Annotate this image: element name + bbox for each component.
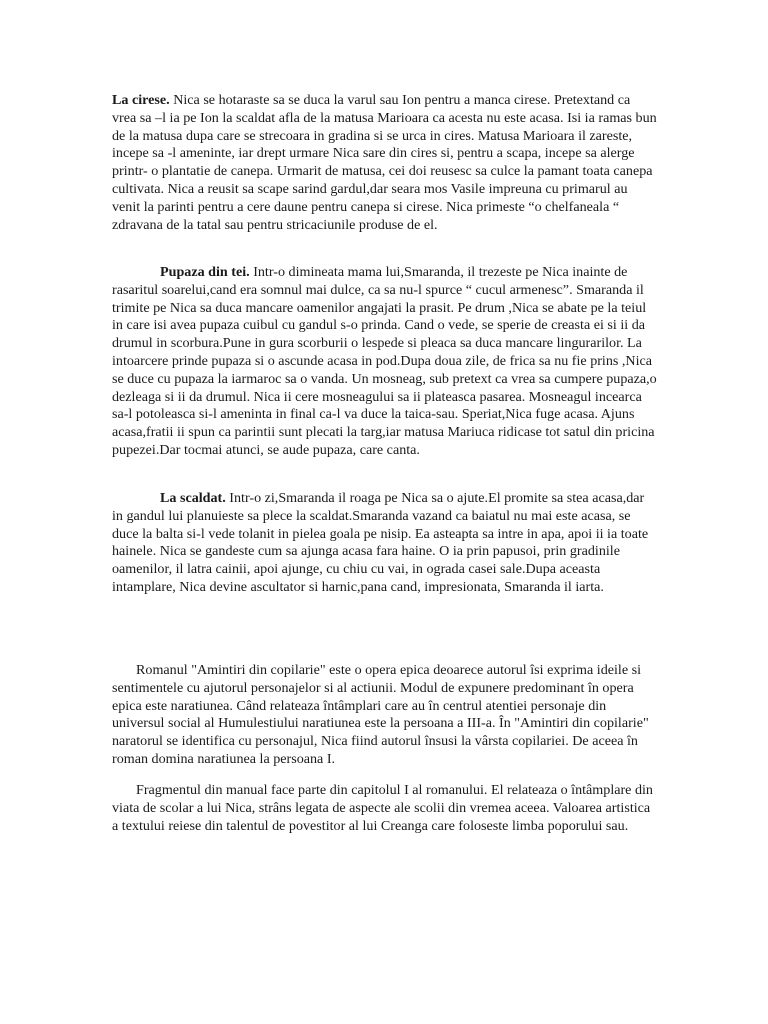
paragraph-body: Nica se hotaraste sa se duca la varul sau Ion pentru a manca cirese. Pretextand ca vrea sa –l ia pe Ion la scaldat afla de la matusa Marioara ca acesta nu este acasa. Isi ia ramas bun de la matusa dupa care se strecoara in gradina si se urca in cires. Matusa Marioara il zareste, incepe sa -l amenintе, iar drept urmare Nica sare din cires si, pentru a scapa, incepe sa alerge printr- o plantatie de canepa. Urmarit de matusa, cei doi reusesc sa culce la pamant toata canepa cultivata. Nica a reusit sa scape sarind gardul,dar seara mos Vasile impreuna cu primarul au venit la parinti pentru a cere daune pentru canepa si cirese. Nica primeste “o chelfaneala “ zdravana de la tatal sau pentru stricaciunile produse de el. — [112, 92, 657, 233]
paragraph-romanul — [112, 662, 658, 769]
paragraph-la-scaldat — [112, 490, 658, 597]
paragraph-body: Fragmentul din manual face parte din capitolul I al romanului. El relateaza o întâmplare din viata de scolar a lui Nica, strâns legata de aspecte ale scolii din vremea aceea. Valoarea artistica a textului reiese din talentul de povestitor al lui Creanga care foloseste limba poporului sau. — [112, 782, 653, 834]
paragraph-la-cirese — [112, 92, 658, 234]
paragraph-title: Pupaza din tei. — [160, 264, 250, 280]
paragraph-title: La cirese. — [112, 92, 170, 108]
paragraph-fragmentul — [112, 782, 658, 835]
paragraph-body: Intr-o dimineata mama lui,Smaranda, il trezeste pe Nica inainte de rasaritul soarelui,cand era somnul mai dulce, ca sa nu-l spurce “ cucul armenesc”. Smaranda il trimite pe Nica sa duca mancare oamenilor angajati la prasit. Pe drum ,Nica se abate pe la teiul in care isi avea pupaza cuibul cu gandul s-o prinda. Cand o vede, se sperie de creasta ei si ii da drumul in scorbura.Pune in gura scorburii o lespede si pleaca sa duca mancare lingurarilor. La intoarcere prinde pupaza si o ascunde acasa in pod.Dupa doua zile, de frica sa nu fie prins ,Nica se duce cu pupaza la iarmaroc sa o vanda. Un mosneag, sub pretext ca vrea sa cumpere pupaza,o dezleaga si ii da drumul. Nica ii cere mosneagului sa ii plateasca pasarea. Mosneagul incearca sa-l potoleasca si-l ameninta in final ca-l va duce la taica-sau. Speriat,Nica fuge acasa. Ajuns acasa,fratii ii spun ca parintii sunt plecati la targ,iar matusa Mariuca ridicase tot satul din pricina pupezei.Dar tocmai atunci, se aude pupaza, care canta. — [112, 264, 657, 458]
paragraph-pupaza-din-tei — [112, 264, 658, 460]
paragraph-title: La scaldat. — [160, 490, 226, 506]
paragraph-body: Intr-o zi,Smaranda il roaga pe Nica sa o ajute.El promite sa stea acasa,dar in gandul lui planuieste sa plece la scaldat.Smaranda vazand ca baiatul nu mai este acasa, se duce la balta si-l vede tolanit in pielea goala pe nisip. Ea asteapta sa intre in apa, apoi ii ia toate hainele. Nica se gandeste cum sa ajunga acasa fara haine. O ia prin papusoi, prin gradinile oamenilor, il latra cainii, apoi ajunge, cu chiu cu vai, in ograda casei sale.Dupa aceasta intamplare, Nica devine ascultator si harnic,pana cand, impresionata, Smaranda il iarta. — [112, 490, 649, 595]
paragraph-body: Romanul "Amintiri din copilarie" este o opera epica deoarece autorul îsi exprima ideile si sentimentele cu ajutorul personajelor si al actiunii. Modul de expunere predominant în opera epica este naratiunea. Când relateaza întâmplari care au în centrul atentiei personaje din universul social al Humulestiului naratiunea este la persoana a III-a. În "Amintiri din copilarie" naratorul se identifica cu personajul, Nica fiind autorul însusi la vârsta copilariei. De aceea în roman domina naratiunea la persoana I. — [112, 662, 649, 767]
